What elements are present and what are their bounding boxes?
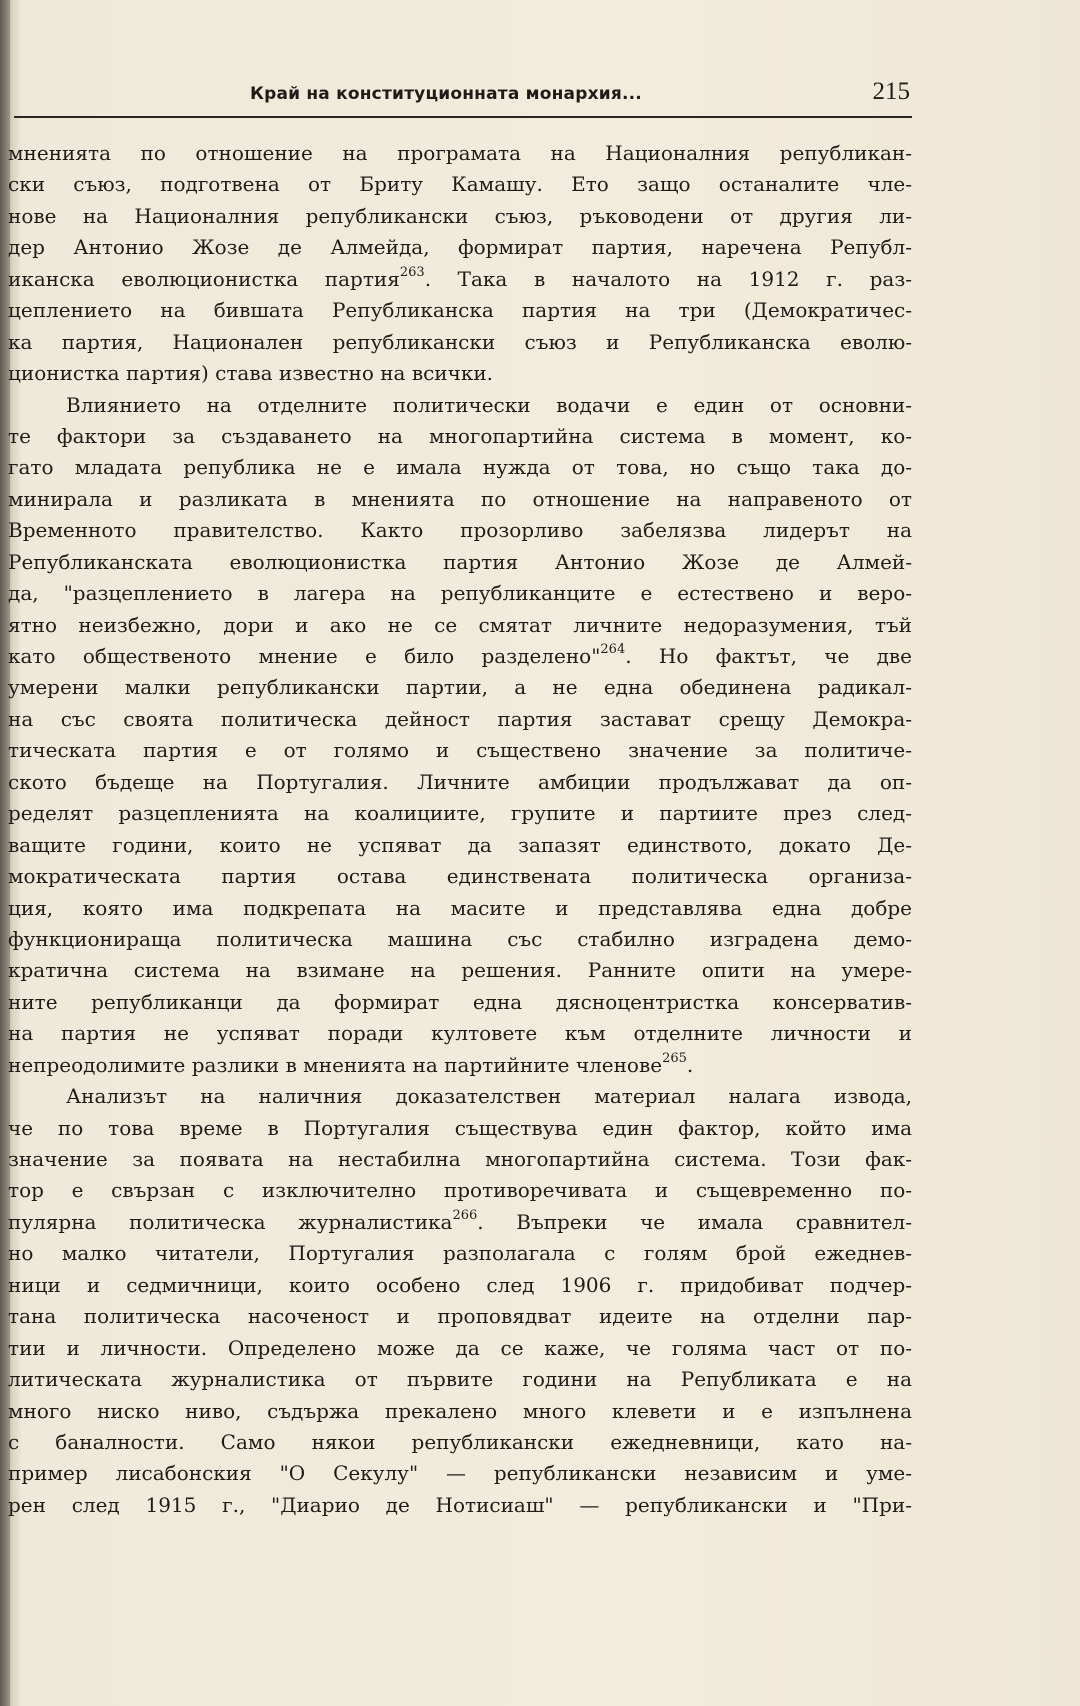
line-text: че по това време в Португалия съществува един фактор, който има [8, 1115, 912, 1140]
text-line [8, 955, 912, 986]
line-text: гато младата република не е имала нужда от това, но също така до- [8, 455, 912, 480]
text-line [8, 295, 912, 326]
line-text-continued: . [686, 1052, 694, 1077]
text-line [8, 1081, 912, 1112]
line-text: да, "разцеплението в лагера на републиканците е естествено и веро- [8, 581, 912, 606]
text-line [8, 1113, 912, 1144]
text-line [8, 1144, 912, 1175]
text-line [8, 327, 912, 358]
line-text: ция, която има подкрепата на масите и представлява една добре [8, 895, 912, 920]
text-line [8, 1458, 912, 1489]
text-line [8, 672, 912, 703]
text-line [8, 641, 912, 672]
text-line [8, 484, 912, 515]
line-text-continued: . Въпреки че имала сравнител- [477, 1209, 912, 1234]
text-line [8, 421, 912, 452]
text-line [8, 924, 912, 955]
text-line [8, 610, 912, 641]
line-text: непреодолимите разлики в мненията на партийните членове [8, 1052, 663, 1077]
line-text: Анализът на наличния доказателствен материал налага извода, [66, 1084, 912, 1109]
line-text: ски съюз, подготвена от Бриту Камашу. Ето защо останалите чле- [8, 172, 912, 197]
line-text: значение за появата на нестабилна многопартийна система. Този фак- [8, 1147, 912, 1171]
line-text: ското бъдеще на Португалия. Личните амбиции продължават да оп- [8, 769, 912, 794]
text-line [8, 704, 912, 735]
text-line [8, 1490, 912, 1521]
text-line [8, 452, 912, 483]
line-text: литическата журналистика от първите години на Републиката е на [8, 1367, 912, 1392]
text-line [8, 830, 912, 861]
text-line [8, 264, 912, 295]
line-text: тор е свързан с изключително противоречивата и същевременно по- [8, 1178, 912, 1203]
text-line [8, 1175, 912, 1206]
line-text: ционистка партия) става известно на всички. [8, 361, 494, 386]
line-text: ятно неизбежно, дори и ако не се смятат личните недоразумения, тъй [8, 612, 912, 637]
page-header [14, 74, 912, 118]
line-text: дер Антонио Жозе де Алмейда, формират партия, наречена Републ- [8, 235, 912, 260]
text-line [8, 1018, 912, 1049]
text-line [8, 515, 912, 546]
line-text: с баналности. Само някои републикански ежедневници, като на- [8, 1429, 912, 1454]
footnote-reference: 265 [662, 1051, 687, 1067]
text-line [8, 1301, 912, 1332]
line-text: на със своята политическа дейност партия застават срещу Демокра- [8, 706, 912, 731]
text-line [8, 232, 912, 263]
footnote-reference: 264 [600, 642, 626, 658]
line-text: цеплението на бившата Републиканска партия на три (Демократичес- [8, 298, 912, 323]
line-text: функционираща политическа машина със стабилно изградена демо- [8, 926, 912, 951]
line-text: минирала и разликата в мненията по отношение на направеното от [8, 486, 912, 511]
line-text: на партия не успяват поради култовете към отделните личности и [8, 1021, 912, 1046]
text-line [8, 547, 912, 578]
line-text: ващите години, които не успяват да запазят единството, докато Де- [8, 832, 912, 857]
line-text: умерени малки републикански партии, а не една обединена радикал- [8, 675, 912, 700]
text-line [8, 578, 912, 609]
text-line [8, 1238, 912, 1269]
line-text: кратична система на взимане на решения. Ранните опити на умере- [8, 958, 912, 983]
line-text: мненията по отношение на програмата на Националния републикан- [8, 141, 912, 165]
line-text: ници и седмичници, които особено след 1906 г. придобиват подчер- [8, 1272, 912, 1297]
text-line [8, 201, 912, 232]
line-text: но малко читатели, Португалия разполагала с голям брой ежеднев- [8, 1241, 912, 1266]
body-text [8, 138, 912, 1521]
text-line [8, 1427, 912, 1458]
text-line [8, 735, 912, 766]
line-text: ните републиканци да формират една дясноцентристка консерватив- [8, 989, 912, 1014]
text-line [8, 1270, 912, 1301]
line-text: Влиянието на отделните политически водачи е един от основни- [66, 392, 912, 417]
text-line [8, 358, 912, 389]
line-text: много ниско ниво, съдържа прекалено много клевети и е изпълнена [8, 1398, 912, 1423]
text-line [8, 390, 912, 421]
text-line [8, 169, 912, 200]
footnote-reference: 266 [452, 1208, 478, 1224]
text-line [8, 767, 912, 798]
line-text-continued: . Но фактът, че две [625, 644, 912, 668]
text-line [8, 1050, 912, 1081]
text-line [8, 798, 912, 829]
line-text: рен след 1915 г., "Диарио де Нотисиаш" — републикански и "При- [8, 1492, 912, 1517]
text-line [8, 893, 912, 924]
line-text: пример лисабонския "О Секулу" — републикански независим и уме- [8, 1461, 912, 1486]
line-text: ка партия, Национален републикански съюз и Републиканска еволю- [8, 329, 912, 354]
line-text: мократическата партия остава единствената политическа организа- [8, 864, 912, 889]
footnote-reference: 263 [399, 265, 425, 281]
line-text: Републиканската еволюционистка партия Антонио Жозе де Алмей- [8, 549, 912, 574]
running-title: Край на конституционната монархия... [250, 84, 642, 104]
line-text: нове на Националния републикански съюз, ръководени от другия ли- [8, 203, 912, 228]
text-line [8, 987, 912, 1018]
line-text: пулярна политическа журналистика [8, 1209, 453, 1234]
line-text: те фактори за създаването на многопартийна система в момент, ко- [8, 423, 912, 448]
line-text: иканска еволюционистка партия [8, 266, 400, 291]
line-text: тана политическа насоченост и проповядват идеите на отделни пар- [8, 1304, 912, 1329]
text-line [8, 861, 912, 892]
line-text: Временното правителство. Както прозорливо забелязва лидерът на [8, 518, 912, 543]
line-text: тическата партия е от голямо и съществено значение за политиче- [8, 738, 912, 763]
text-line [8, 1364, 912, 1395]
page-number: 215 [872, 78, 910, 105]
line-text: като общественото мнение е било разделено" [8, 644, 601, 668]
line-text: ределят разцепленията на коалициите, групите и партиите през след- [8, 801, 912, 826]
line-text: тии и личности. Определено може да се каже, че голяма част от по- [8, 1335, 912, 1360]
text-line [8, 1333, 912, 1364]
text-line [8, 138, 912, 169]
text-line [8, 1396, 912, 1427]
line-text-continued: . Така в началото на 1912 г. раз- [424, 266, 912, 291]
text-line [8, 1207, 912, 1238]
